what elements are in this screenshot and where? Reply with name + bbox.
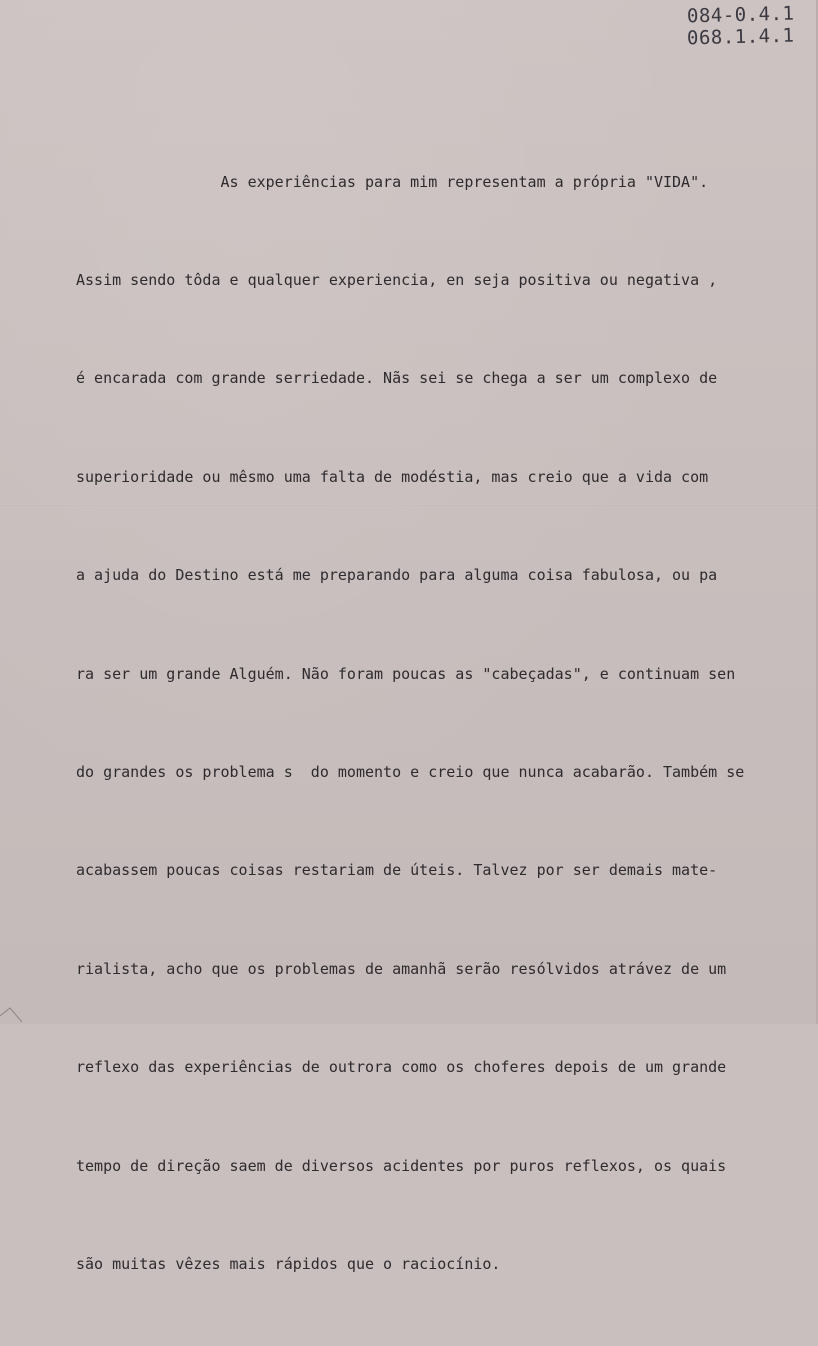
archive-code-secondary: 068.1.4.1 <box>686 24 795 50</box>
letter-line: do grandes os problema s do momento e creio que nunca acabarão. Também se <box>76 762 745 781</box>
letter-line: tempo de direção saem de diversos acidentes por puros reflexos, os quais <box>76 1156 727 1175</box>
letter-line: superioridade ou mêsmo uma falta de modéstia, mas creio que a vida com <box>76 467 709 486</box>
letter-line: a ajuda do Destino está me preparando para alguma coisa fabulosa, ou pa <box>76 566 718 585</box>
paper-fold-crease <box>0 506 818 509</box>
letter-line: são muitas vêzes mais rápidos que o raciocínio. <box>76 1254 501 1273</box>
archive-code-primary: 084-0.4.1 <box>686 2 795 28</box>
torn-corner-mark <box>0 994 30 1024</box>
letter-line: acabassem poucas coisas restariam de úteis. Talvez por ser demais mate- <box>76 861 718 880</box>
typed-letter-body <box>76 100 796 1346</box>
letter-line: é encarada com grande serriedade. Nãs sei se chega a ser um complexo de <box>76 369 718 388</box>
letter-line: reflexo das experiências de outrora como os choferes depois de um grande <box>76 1058 727 1077</box>
letter-line: rialista, acho que os problemas de amanhã serão resólvidos atrávez de um <box>76 959 727 978</box>
letter-line: ra ser um grande Alguém. Não foram poucas as "cabeçadas", e continuam sen <box>76 664 736 683</box>
letter-line: Assim sendo tôda e qualquer experiencia, en seja positiva ou negativa , <box>76 270 718 289</box>
letter-line: As experiências para mim representam a própria "VIDA". <box>76 172 709 191</box>
